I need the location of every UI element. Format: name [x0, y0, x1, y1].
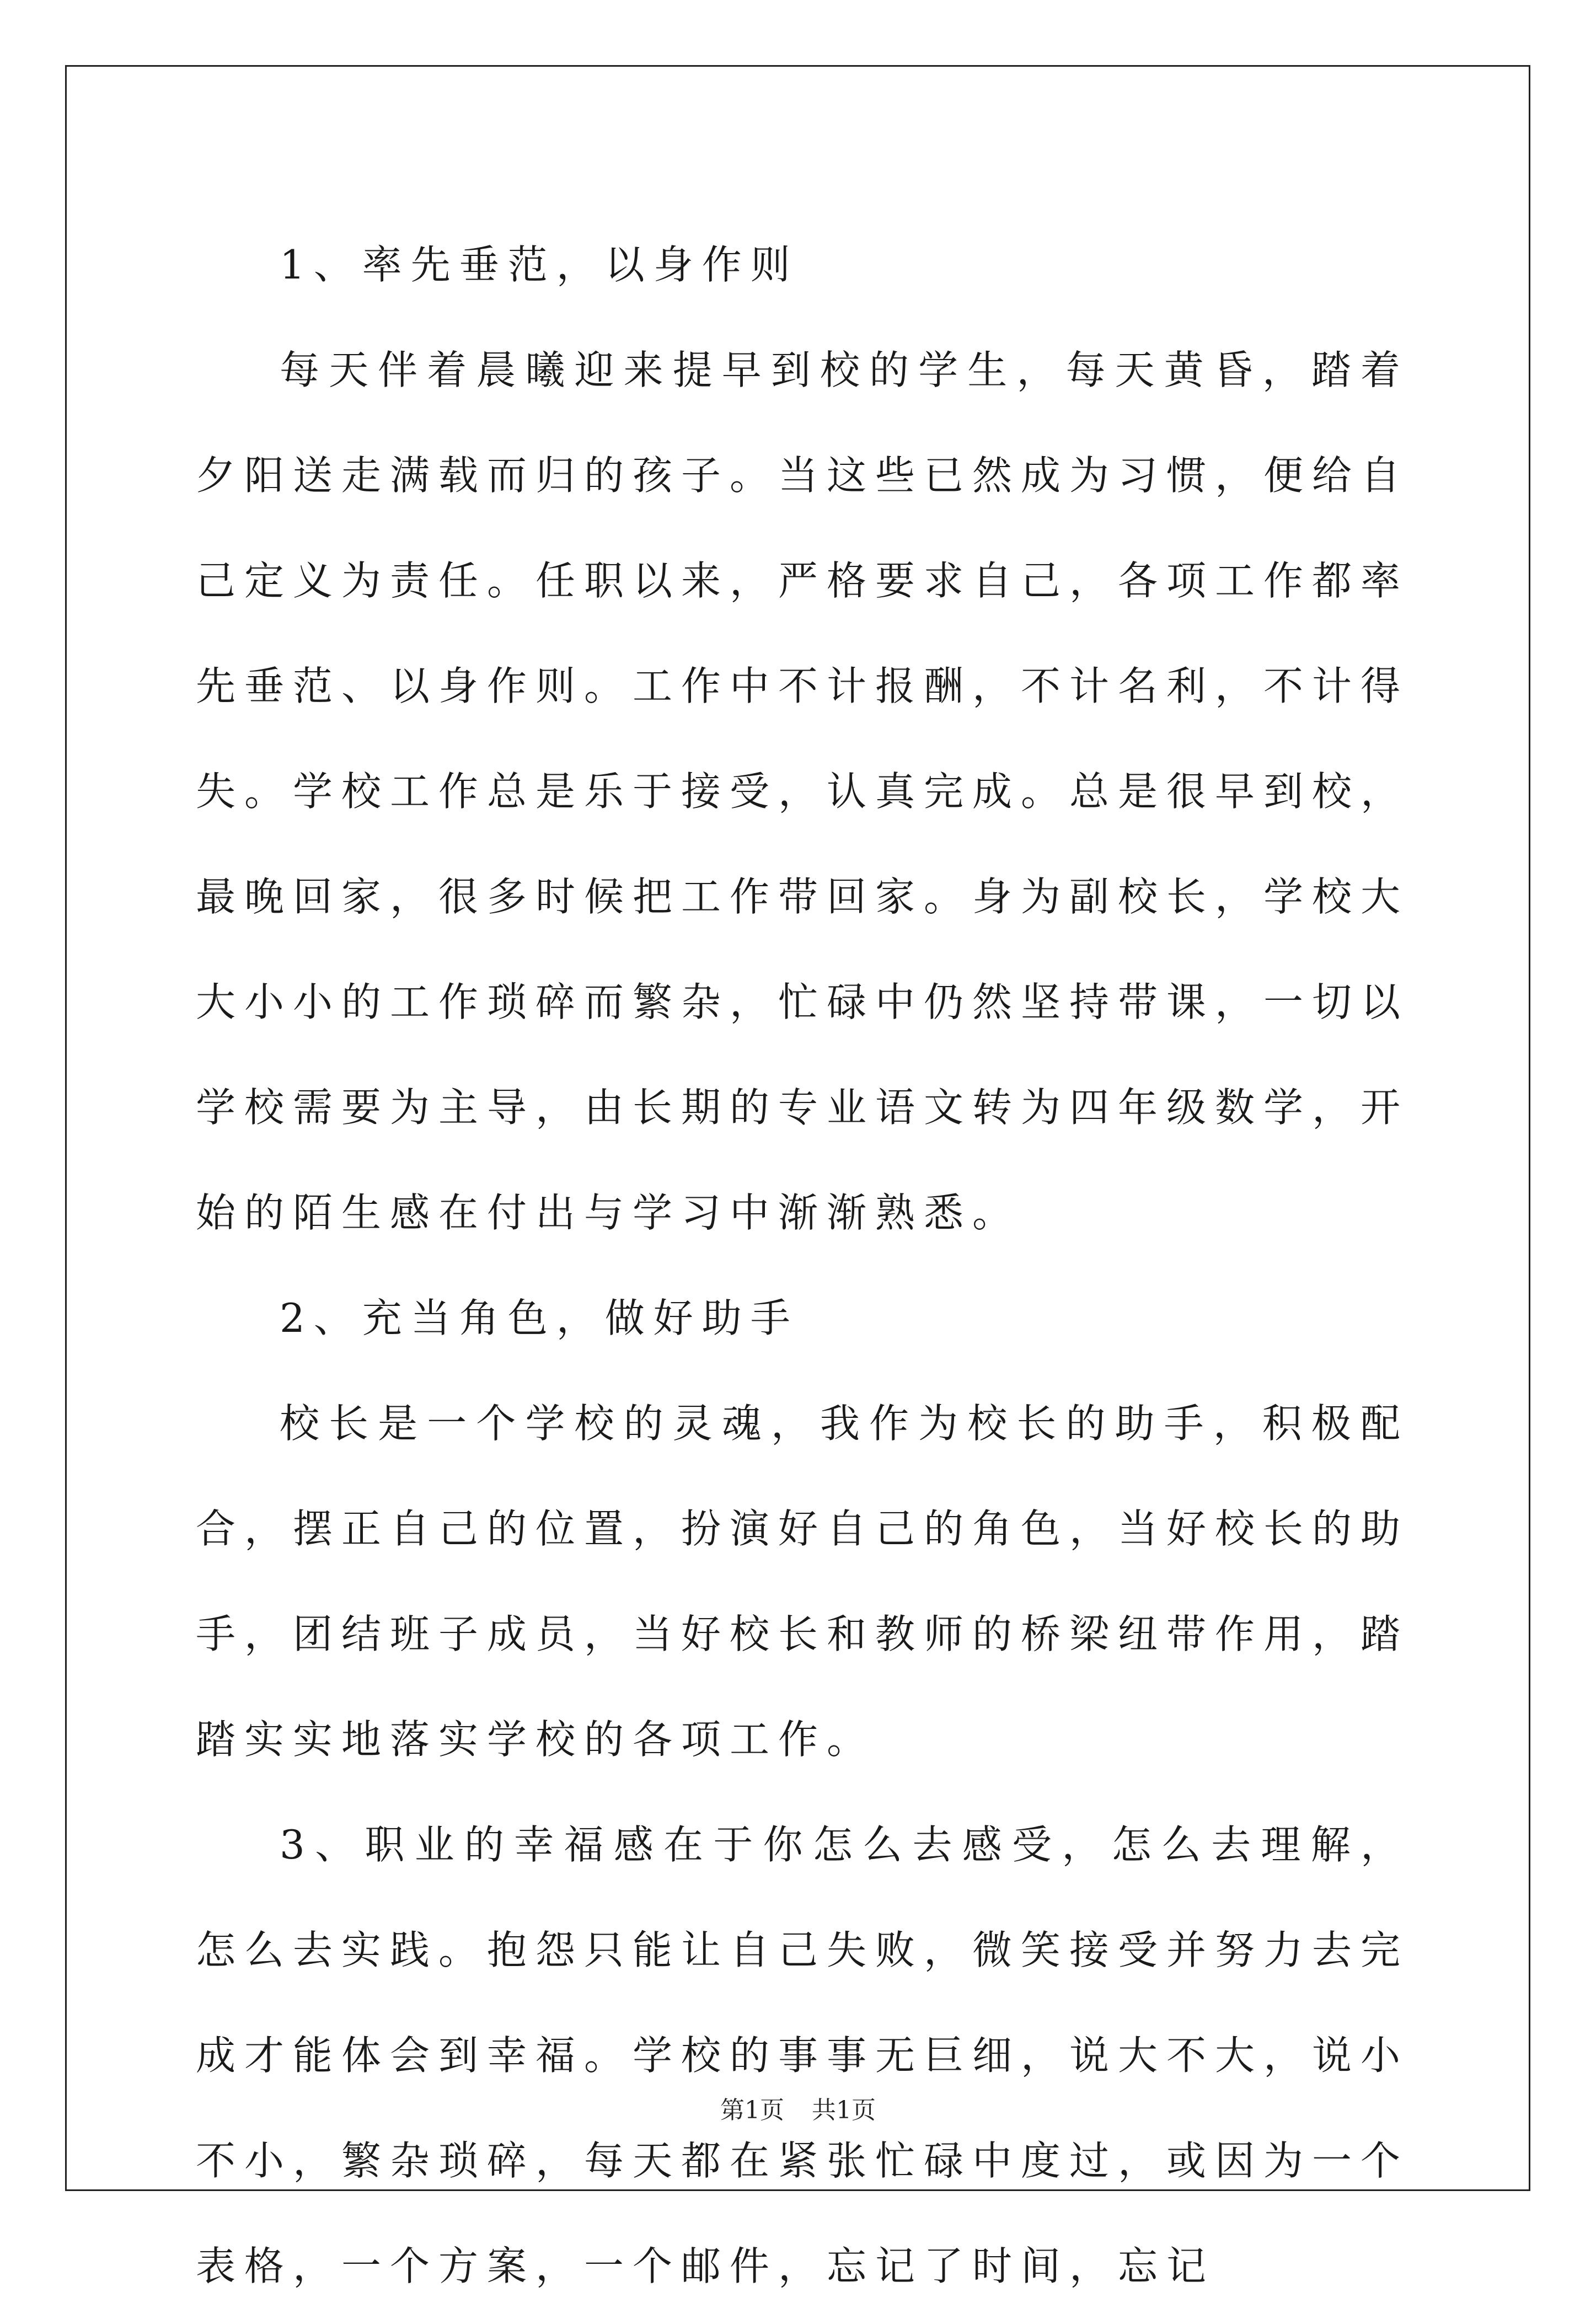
page-footer — [0, 2090, 1596, 2125]
paragraph-2: 校长是一个学校的灵魂，我作为校长的助手，积极配合，摆正自己的位置，扮演好自己的角色，当好校长的助手，团结班子成员，当好校长和教师的桥梁纽带作用，踏踏实实地落实学校的各项工作。 — [196, 1400, 1410, 1763]
page-number-current: 第1页 — [720, 2096, 784, 2124]
page-number-total: 共1页 — [812, 2096, 876, 2124]
section-heading-1: 1、率先垂范，以身作则 — [280, 242, 799, 288]
paragraph-3: 3、职业的幸福感在于你怎么去感受，怎么去理解，怎么去实践。抱怨只能让自己失败，微笑接受并努力去完成才能体会到幸福。学校的事事无巨细，说大不大，说小不小，繁杂琐碎，每天都在紧张忙碌中度过，或因为一个表格，一个方案，一个邮件，忘记了时间，忘记 — [196, 1822, 1410, 2289]
paragraph-1: 每天伴着晨曦迎来提早到校的学生，每天黄昏，踏着夕阳送走满载而归的孩子。当这些已然成为习惯，便给自己定义为责任。任职以来，严格要求自己，各项工作都率先垂范、以身作则。工作中不计报酬，不计名利，不计得失。学校工作总是乐于接受，认真完成。总是很早到校，最晚回家，很多时候把工作带回家。身为副校长，学校大大小小的工作琐碎而繁杂，忙碌中仍然坚持带课，一切以学校需要为主导，由长期的专业语文转为四年级数学，开始的陌生感在付出与学习中渐渐熟悉。 — [196, 347, 1410, 1236]
document-body — [196, 212, 1409, 2319]
section-heading-2: 2、充当角色，做好助手 — [280, 1295, 799, 1341]
